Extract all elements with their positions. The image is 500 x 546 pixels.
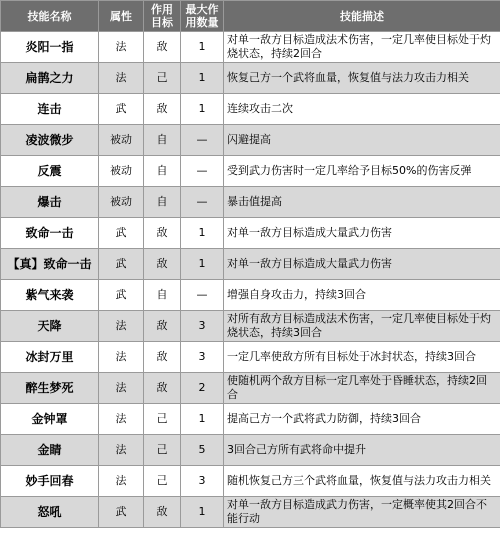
skill-target: 己 [144,435,181,466]
skill-target: 敌 [144,342,181,373]
header-skill-name: 技能名称 [1,1,99,32]
skill-name: 【真】致命一击 [1,249,99,280]
skill-name: 扁鹊之力 [1,63,99,94]
skill-description: 对单一敌方目标造成法术伤害，一定几率使目标处于灼烧状态，持续2回合 [224,32,500,63]
skill-target: 己 [144,466,181,497]
skill-target: 己 [144,63,181,94]
skill-name: 金睛 [1,435,99,466]
header-description: 技能描述 [224,1,500,32]
skill-description: 对单一敌方目标造成大量武力伤害 [224,218,500,249]
table-row [1,156,500,187]
header-attribute: 属性 [99,1,144,32]
skill-attribute: 武 [99,280,144,311]
table-row [1,342,500,373]
table-row [1,280,500,311]
skill-max-count: 3 [181,466,224,497]
skill-attribute: 被动 [99,156,144,187]
skill-name: 凌波微步 [1,125,99,156]
skill-target: 己 [144,404,181,435]
skill-max-count: — [181,187,224,218]
skill-target: 敌 [144,497,181,528]
skill-description: 连续攻击二次 [224,94,500,125]
skill-description: 随机恢复己方三个武将血量，恢复值与法力攻击力相关 [224,466,500,497]
skill-max-count: 5 [181,435,224,466]
skill-description: 使随机两个敌方目标一定几率处于昏睡状态，持续2回合 [224,373,500,404]
skill-attribute: 武 [99,497,144,528]
table-row [1,218,500,249]
skill-description: 提高己方一个武将武力防御，持续3回合 [224,404,500,435]
table-row [1,373,500,404]
skill-name: 致命一击 [1,218,99,249]
skill-name: 金钟罩 [1,404,99,435]
skill-name: 醉生梦死 [1,373,99,404]
table-row [1,32,500,63]
skill-description: 增强自身攻击力，持续3回合 [224,280,500,311]
skill-description: 恢复己方一个武将血量，恢复值与法力攻击力相关 [224,63,500,94]
skill-description: 受到武力伤害时一定几率给予目标50%的伤害反弹 [224,156,500,187]
table-row [1,466,500,497]
skill-attribute: 武 [99,94,144,125]
skill-attribute: 被动 [99,125,144,156]
skill-max-count: 1 [181,249,224,280]
skill-target: 自 [144,280,181,311]
skill-name: 冰封万里 [1,342,99,373]
skill-name: 反震 [1,156,99,187]
skill-description: 对单一敌方目标造成武力伤害，一定概率使其2回合不能行动 [224,497,500,528]
skill-attribute: 法 [99,311,144,342]
skill-attribute: 法 [99,63,144,94]
skill-attribute: 法 [99,466,144,497]
skill-target: 敌 [144,249,181,280]
header-target: 作用目标 [144,1,181,32]
skill-max-count: 1 [181,218,224,249]
skill-max-count: — [181,125,224,156]
table-row [1,63,500,94]
skill-max-count: 1 [181,63,224,94]
table-row [1,125,500,156]
skill-attribute: 武 [99,218,144,249]
table-row [1,94,500,125]
header-max-count: 最大作用数量 [181,1,224,32]
skill-target: 敌 [144,32,181,63]
skill-max-count: 1 [181,404,224,435]
skill-description: 对所有敌方目标造成法术伤害，一定几率使目标处于灼烧状态，持续3回合 [224,311,500,342]
skill-attribute: 法 [99,435,144,466]
skill-description: 3回合己方所有武将命中提升 [224,435,500,466]
table-row [1,187,500,218]
skill-target: 自 [144,156,181,187]
skill-attribute: 被动 [99,187,144,218]
skill-name: 爆击 [1,187,99,218]
skill-name: 天降 [1,311,99,342]
skill-max-count: 1 [181,94,224,125]
skill-max-count: 2 [181,373,224,404]
skill-description: 对单一敌方目标造成大量武力伤害 [224,249,500,280]
skill-attribute: 法 [99,32,144,63]
header-row [1,1,500,32]
skill-attribute: 法 [99,342,144,373]
skill-target: 敌 [144,311,181,342]
skill-target: 敌 [144,94,181,125]
skill-attribute: 武 [99,249,144,280]
skill-attribute: 法 [99,373,144,404]
table-row [1,497,500,528]
skill-target: 敌 [144,218,181,249]
skill-max-count: — [181,156,224,187]
skill-name: 炎阳一指 [1,32,99,63]
skill-max-count: 3 [181,311,224,342]
skill-description: 一定几率使敌方所有目标处于冰封状态，持续3回合 [224,342,500,373]
skill-target: 自 [144,125,181,156]
table-row [1,311,500,342]
skill-target: 敌 [144,373,181,404]
skill-name: 妙手回春 [1,466,99,497]
skill-description: 暴击值提高 [224,187,500,218]
table-row [1,404,500,435]
skill-max-count: 1 [181,32,224,63]
skill-attribute: 法 [99,404,144,435]
skill-max-count: 1 [181,497,224,528]
table-row [1,435,500,466]
table-row [1,249,500,280]
skill-name: 怒吼 [1,497,99,528]
skill-name: 紫气来袭 [1,280,99,311]
skill-max-count: — [181,280,224,311]
skill-target: 自 [144,187,181,218]
skill-description: 闪避提高 [224,125,500,156]
skill-name: 连击 [1,94,99,125]
skill-max-count: 3 [181,342,224,373]
